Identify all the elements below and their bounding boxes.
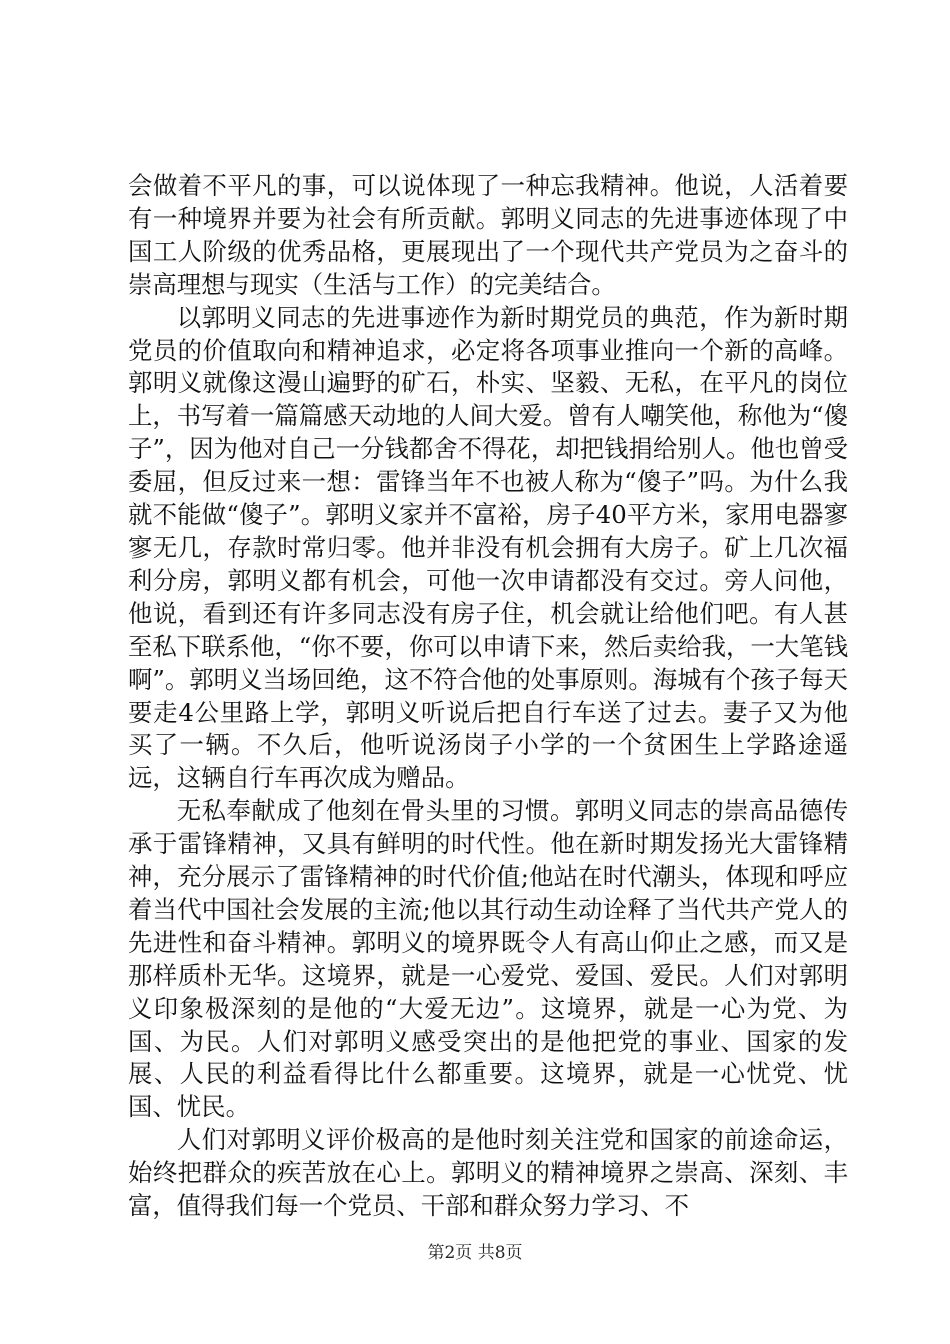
paragraph: 人们对郭明义评价极高的是他时刻关注党和国家的前途命运，始终把群众的疾苦放在心上。郭明义的精神境界之崇高、深刻、丰富，值得我们每一个党员、干部和群众努力学习、不: [128, 1125, 848, 1221]
document-body: [128, 170, 848, 1223]
page-number-footer: 第2页 共8页: [427, 1243, 523, 1263]
paragraph: 以郭明义同志的先进事迹作为新时期党员的典范，作为新时期党员的价值取向和精神追求，必定将各项事业推向一个新的高峰。郭明义就像这漫山遍野的矿石，朴实、坚毅、无私，在平凡的岗位上，书写着一篇篇感天动地的人间大爱。曾有人嘲笑他，称他为“傻子”，因为他对自己一分钱都舍不得花，却把钱捐给别人。他也曾受委屈，但反过来一想：雷锋当年不也被人称为“傻子”吗。为什么我就不能做“傻子”。郭明义家并不富裕，房子40平方米，家用电器寥寥无几，存款时常归零。他并非没有机会拥有大房子。矿上几次福利分房，郭明义都有机会，可他一次申请都没有交过。旁人问他，他说，看到还有许多同志没有房子住，机会就让给他们吧。有人甚至私下联系他，“你不要，你可以申请下来，然后卖给我，一大笔钱啊”。郭明义当场回绝，这不符合他的处事原则。海城有个孩子每天要走4公里路上学，郭明义听说后把自行车送了过去。妻子又为他买了一辆。不久后，他听说汤岗子小学的一个贫困生上学路途遥远，这辆自行车再次成为赠品。: [128, 302, 848, 793]
paragraph: 无私奉献成了他刻在骨头里的习惯。郭明义同志的崇高品德传承于雷锋精神，又具有鲜明的时代性。他在新时期发扬光大雷锋精神，充分展示了雷锋精神的时代价值;他站在时代潮头，体现和呼应着当代中国社会发展的主流;他以其行动生动诠释了当代共产党人的先进性和奋斗精神。郭明义的境界既令人有高山仰止之感，而又是那样质朴无华。这境界，就是一心爱党、爱国、爱民。人们对郭明义印象极深刻的是他的“大爱无边”。这境界，就是一心为党、为国、为民。人们对郭明义感受突出的是他把党的事业、国家的发展、人民的利益看得比什么都重要。这境界，就是一心忧党、忧国、忧民。: [128, 796, 848, 1122]
paragraph-continuation: 会做着不平凡的事，可以说体现了一种忘我精神。他说，人活着要有一种境界并要为社会有所贡献。郭明义同志的先进事迹体现了中国工人阶级的优秀品格，更展现出了一个现代共产党员为之奋斗的崇高理想与现实（生活与工作）的完美结合。: [128, 171, 848, 299]
